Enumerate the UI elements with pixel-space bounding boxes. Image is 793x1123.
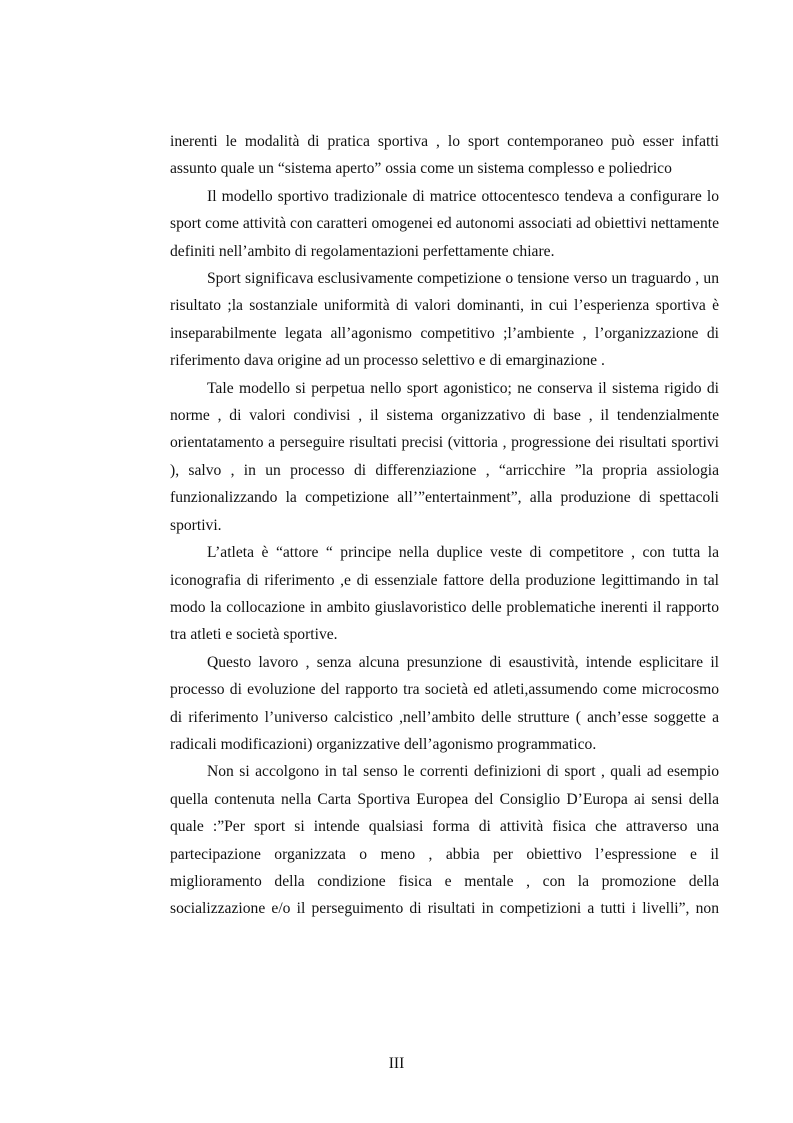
document-body xyxy=(170,128,719,923)
paragraph-work-purpose: Questo lavoro , senza alcuna presunzione di esaustività, intende esplicitare il processo di evoluzione del rapporto tra società ed atleti,assumendo come microcosmo di riferimento l’universo calcistico ,nell’ambito delle strutture ( anch’esse soggette a radicali modificazioni) organizzative dell’agonismo programmatico. xyxy=(170,653,719,753)
paragraph-continuation: inerenti le modalità di pratica sportiva , lo sport contemporaneo può esser infatti assunto quale un “sistema aperto” ossia come un sistema complesso e poliedrico xyxy=(170,133,719,178)
paragraph-agonistic-model: Tale modello si perpetua nello sport agonistico; ne conserva il sistema rigido di norme , di valori condivisi , il sistema organizzativo di base , il tendenzialmente orientatamento a perseguire risultati precisi (vittoria , progressione dei risultati sportivi ), salvo , in un processo di differenziazione , “arricchire ”la propria assiologia funzionalizzando la competizione all’”entertainment”, alla produzione di spettacoli sportivi. xyxy=(170,379,719,534)
paragraph-traditional-model: Il modello sportivo tradizionale di matrice ottocentesco tendeva a configurare lo sport come attività con caratteri omogenei ed autonomi associati ad obiettivi nettamente definiti nell’ambito di regolamentazioni perfettamente chiare. xyxy=(170,187,719,260)
paragraph-sport-meaning: Sport significava esclusivamente competizione o tensione verso un traguardo , un risultato ;la sostanziale uniformità di valori dominanti, in cui l’esperienza sportiva è inseparabilmente legata all’agonismo competitivo ;l’ambiente , l’organizzazione di riferimento dava origine ad un processo selettivo e di emarginazione . xyxy=(170,270,719,370)
paragraph-athlete-role: L’atleta è “attore “ principe nella duplice veste di competitore , con tutta la iconografia di riferimento ,e di essenziale fattore della produzione legittimando in tal modo la collocazione in ambito giuslavoristico delle problematiche inerenti il rapporto tra atleti e società sportive. xyxy=(170,544,719,644)
page-number: III xyxy=(388,1055,405,1072)
paragraph-definitions: Non si accolgono in tal senso le correnti definizioni di sport , quali ad esempio quella contenuta nella Carta Sportiva Europea del Consiglio D’Europa ai sensi della quale :”Per sport si intende qualsiasi forma di attività fisica che attraverso una partecipazione organizzata o meno , abbia per obiettivo l’espressione e il miglioramento della condizione fisica e mentale , con la promozione della socializzazione e/o il perseguimento di risultati in competizioni a tutti i livelli”, non xyxy=(170,763,719,918)
